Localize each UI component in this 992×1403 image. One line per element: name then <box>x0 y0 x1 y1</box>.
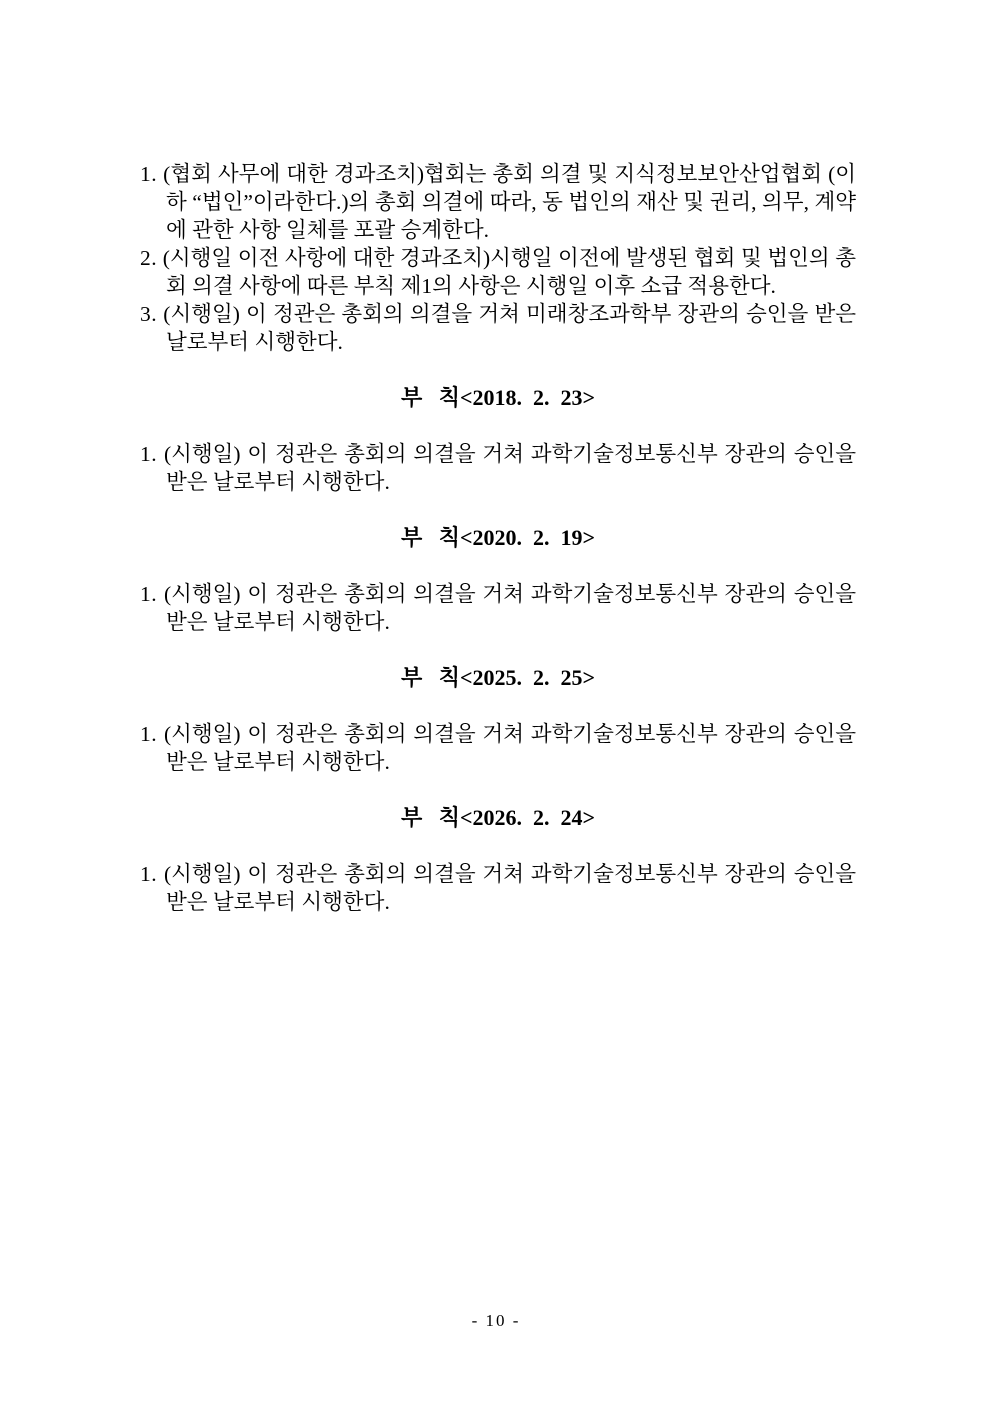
addendum-heading-2018: 부 칙<2018. 2. 23> <box>400 385 596 410</box>
list-item-2 <box>140 244 856 300</box>
list-item-3 <box>140 300 856 356</box>
item-text: (시행일 이전 사항에 대한 경과조치)시행일 이전에 발생된 협회 및 법인의 총회 의결 사항에 따른 부칙 제1의 사항은 시행일 이후 소급 적용한다. <box>162 246 856 298</box>
item-text: (협회 사무에 대한 경과조치)협회는 총회 의결 및 지식정보보안산업협회 (이하 “법인”이라한다.)의 총회 의결에 따라, 동 법인의 재산 및 권리, 의무, 계약에 관한 사항 일체를 포괄 승계한다. <box>163 162 857 242</box>
addendum-item-2026 <box>140 860 856 916</box>
list-item-1 <box>140 160 856 244</box>
addendum-heading-2020: 부 칙<2020. 2. 19> <box>400 525 596 550</box>
page-number: - 10 - <box>471 1311 521 1330</box>
item-number: 1. <box>140 582 158 606</box>
item-text: (시행일) 이 정관은 총회의 의결을 거쳐 과학기술정보통신부 장관의 승인을 받은 날로부터 시행한다. <box>163 582 857 634</box>
item-number: 1. <box>140 442 158 466</box>
item-number: 2. <box>140 246 158 270</box>
item-number: 1. <box>140 862 158 886</box>
addendum-item-2020 <box>140 580 856 636</box>
addendum-heading-2025: 부 칙<2025. 2. 25> <box>400 665 596 690</box>
item-number: 1. <box>140 722 158 746</box>
addendum-item-2025 <box>140 720 856 776</box>
item-text: (시행일) 이 정관은 총회의 의결을 거쳐 미래창조과학부 장관의 승인을 받은 날로부터 시행한다. <box>163 302 856 354</box>
item-number: 1. <box>140 162 158 186</box>
item-text: (시행일) 이 정관은 총회의 의결을 거쳐 과학기술정보통신부 장관의 승인을 받은 날로부터 시행한다. <box>163 722 857 774</box>
item-number: 3. <box>140 302 158 326</box>
addendum-heading-2026: 부 칙<2026. 2. 24> <box>400 805 596 830</box>
document-content <box>140 160 856 916</box>
item-text: (시행일) 이 정관은 총회의 의결을 거쳐 과학기술정보통신부 장관의 승인을 받은 날로부터 시행한다. <box>163 862 857 914</box>
addendum-item-2018 <box>140 440 856 496</box>
item-text: (시행일) 이 정관은 총회의 의결을 거쳐 과학기술정보통신부 장관의 승인을 받은 날로부터 시행한다. <box>163 442 857 494</box>
